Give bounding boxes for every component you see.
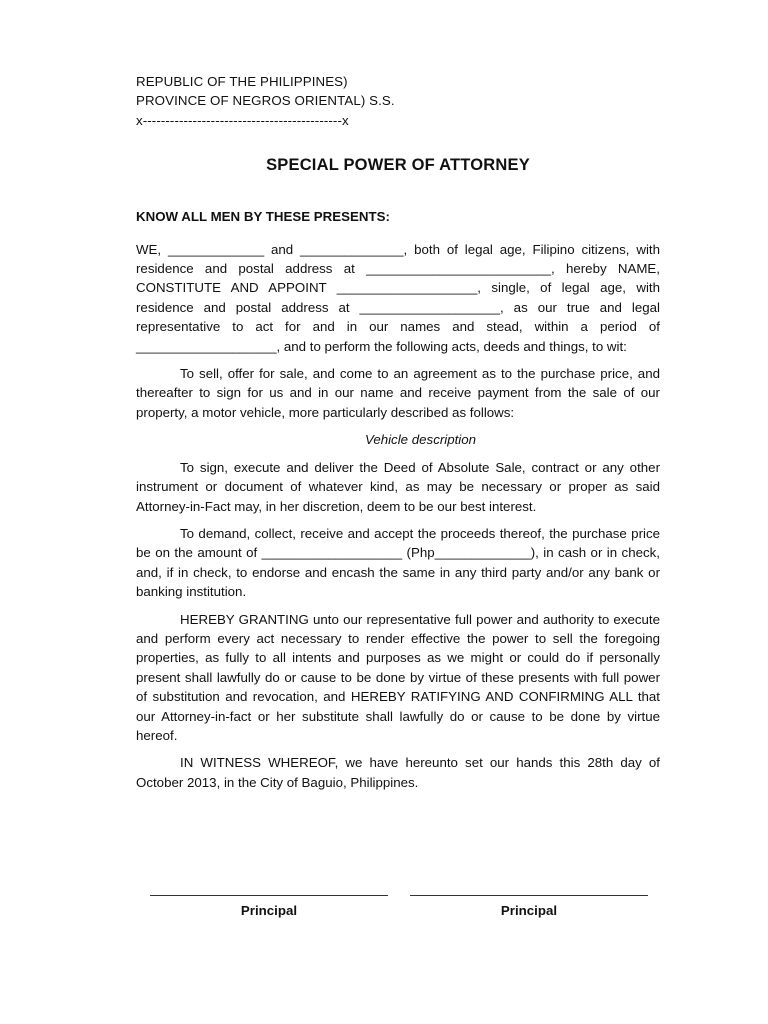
signature-block — [136, 880, 660, 930]
signature-label-right: Principal — [500, 903, 558, 918]
paragraph-granting-power: HEREBY GRANTING unto our representative full power and authority to execute and perform every act necessary to render effective the power to sell the foregoing properties, as fully to all intents and purposes as we might or could do if personally present shall lawfully do or cause to be done by virtue of these presents with full power of substitution and revocation, and HEREBY RATIFYING AND CONFIRMING ALL that our Attorney-in-fact or her substitute shall lawfully do or cause to be done by virtue hereof. — [136, 611, 660, 743]
paragraph-sign-deed: To sign, execute and deliver the Deed of Absolute Sale, contract or any other instrument or document of whatever kind, as may be necessary or proper as said Attorney-in-Fact may, in her discretion, deem to be our best interest. — [136, 459, 660, 514]
paragraph-sale-authority: To sell, offer for sale, and come to an agreement as to the purchase price, and thereafter to sign for us and in our name and receive payment from the sale of our property, a motor vehicle, more particularly described as follows: — [136, 366, 660, 420]
header-province: PROVINCE OF NEGROS ORIENTAL) S.S. — [136, 93, 395, 109]
document-title: SPECIAL POWER OF ATTORNEY — [266, 156, 530, 175]
document-body — [136, 72, 660, 792]
header-republic: REPUBLIC OF THE PHILIPPINES) — [136, 74, 348, 89]
header-separator: x--------------------------------------------x — [136, 112, 349, 128]
vehicle-description: Vehicle description — [364, 432, 477, 448]
signature-right — [406, 880, 652, 920]
paragraph-witness: IN WITNESS WHEREOF, we have hereunto set our hands this 28th day of October 2013, in the City of Baguio, Philippines. — [136, 755, 660, 790]
intro-heading: KNOW ALL MEN BY THESE PRESENTS: — [136, 209, 390, 225]
paragraph-appointment: WE, _____________ and ______________, both of legal age, Filipino citizens, with residence and postal address at _________________________, hereby NAME, CONSTITUTE AND APPOINT ___________________, single, of legal age, with residence and postal address at ___________________, as our true and legal representative to act for and in our names and stead, within a period of ___________________, and to perform the following acts, deeds and things, to wit: — [136, 241, 660, 354]
signature-label-left: Principal — [240, 903, 298, 918]
signature-line-right — [410, 880, 648, 896]
signature-line-left — [150, 880, 388, 896]
paragraph-collect-proceeds: To demand, collect, receive and accept the proceeds thereof, the purchase price be on the amount of ___________________ (Php_____________), in cash or in check, and, if in check, to endorse and encash the same in any third party and/or any bank or banking institution. — [136, 525, 660, 600]
signature-left — [146, 880, 392, 920]
